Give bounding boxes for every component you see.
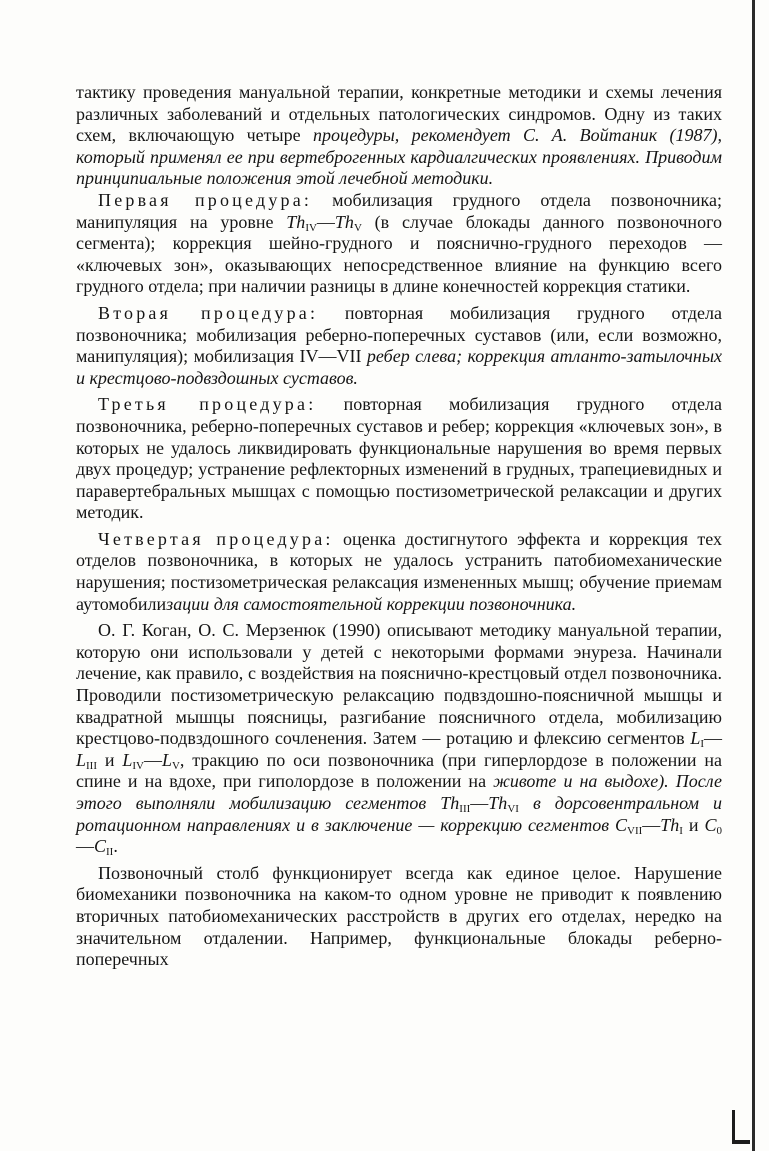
vertebra-c-symbol: C [614, 814, 627, 835]
vertebra-th-symbol: Th [286, 211, 306, 232]
procedure-4-label: Четвертая процедура: [98, 528, 334, 549]
procedure-1-text-a: мобилизация грудного отдела позвоночника; манипуляция на уровне [76, 189, 722, 232]
procedure-2-italic: ребер слева; коррекция атланто-затылочных и крестцово-подвздошных суставов. [76, 346, 723, 388]
vertebra-subscript: I [700, 738, 704, 751]
page-edge-line [752, 0, 755, 1151]
paragraph-1-italic: процедуры, рекомендует С. А. Войтаник (1987), который применял ее при вертеброгенных кардиалгических проявлениях. Приводим принципиальные положения этой лечебной методики. [76, 125, 722, 189]
paragraph-1 [76, 82, 722, 190]
vertebra-subscript: II [106, 846, 114, 859]
vertebra-subscript: I [679, 824, 683, 837]
procedure-3-label: Третья процедура: [98, 394, 317, 415]
body-text [76, 82, 722, 971]
vertebra-th-symbol: Th [660, 814, 680, 835]
paragraph-spine [76, 863, 722, 971]
vertebra-th-symbol: Th [440, 793, 460, 813]
paragraph-procedure-3 [76, 394, 722, 524]
dash: — [704, 728, 722, 749]
page-corner-mark [732, 1110, 750, 1144]
vertebra-l-symbol: L [690, 728, 701, 749]
vertebra-subscript: VI [507, 803, 519, 815]
dash: — [143, 749, 162, 770]
vertebra-th-symbol: Th [334, 211, 354, 232]
vertebra-subscript: V [171, 759, 180, 772]
dash: — [470, 793, 489, 813]
vertebra-subscript: III [86, 759, 98, 772]
vertebra-subscript: V [353, 221, 362, 234]
period: . [113, 836, 118, 857]
vertebra-subscript: 0 [716, 824, 723, 837]
procedure-3-text: повторная мобилизация грудного отдела позвоночника, реберно-поперечных суставов и ребер; коррекция «ключевых зон», в которых не удалось ликвидировать функциональные нарушения во время первых двух процедур; устранение рефлекторных изменений в грудных, трапециевидных и паравертебральных мышцах с помощью постизометрической релаксации и других методик. [76, 394, 722, 523]
paragraph-procedure-4 [76, 529, 722, 615]
spine-text: Позвоночный столб функционирует всегда как единое целое. Нарушение биомеханики позвоночника на каком-то одном уровне не приводит к появлению вторичных патобиомеханических расстройств в других его отделах, нередко на значительном отдалении. Например, функциональные блокады реберно-поперечных [76, 862, 722, 970]
conjunction: и [97, 749, 123, 770]
procedure-1-text-b: (в случае блокады данного позвоночного сегмента); коррекция шейно-грудного и пояснично-грудного переходов — «ключевых зон», оказывающих непосредственное влияние на функцию всего грудного отдела; при наличии разницы в длине конечностей коррекция статики. [76, 211, 723, 297]
kogan-text-b: , тракцию по оси позвоночника (при гиперлордозе в положении на спине и на вдохе, при гиполордозе в положении на [76, 749, 722, 792]
paragraph-kogan [76, 620, 722, 858]
vertebra-subscript: VII [627, 824, 643, 837]
kogan-italic-a: животе и на выдохе). После этого выполняли мобилизацию сегментов [76, 771, 722, 813]
dash: — [642, 814, 661, 835]
vertebra-l-symbol: L [122, 749, 133, 770]
vertebra-subscript: IV [132, 759, 144, 772]
vertebra-th-symbol: Th [488, 793, 508, 813]
vertebra-c-symbol: C [94, 836, 107, 857]
procedure-2-text: повторная мобилизация грудного отдела позвоночника; мобилизация реберно-поперечных суставов (или, если возможно, манипуляция); мобилизация IV—VII [76, 302, 722, 367]
paragraph-1-text: тактику проведения мануальной терапии, конкретные методики и схемы лечения различных заболеваний и отдельных патологических синдромов. Одну из таких схем, включающую четыре [76, 82, 722, 146]
procedure-4-text: оценка достигнутого эффекта и коррекция тех отделов позвоночника, в которых не удалось устранить патобиомеханические нарушения; постизометрическая релаксация измененных мышц; обучение приемам аутомобили [76, 528, 722, 614]
vertebra-l-symbol: L [161, 749, 172, 770]
dash: — [316, 211, 335, 232]
dash: — [76, 836, 94, 857]
procedure-1-label: Первая процедура: [98, 189, 313, 210]
vertebra-c-symbol: C [704, 814, 717, 835]
kogan-text-a: О. Г. Коган, О. С. Мерзенюк (1990) описывают методику мануальной терапии, которую они использовали у детей с некоторыми формами энуреза. Начинали лечение, как правило, с воздействия на пояснично-крестцовый отдел позвоночника. Проводили постизометрическую релаксацию подвздошно-поясничной мышцы и квадратной мышцы поясницы, разгибание поясничного отдела, мобилизацию крестцово-подвздошного сочленения. Затем — ротацию и флексию сегментов [76, 620, 722, 749]
vertebra-subscript: III [459, 803, 471, 815]
kogan-italic-b: в дорсовентральном и ротационном направлениях и в заключение — коррекцию сегментов [76, 793, 722, 835]
vertebra-l-symbol: L [76, 749, 87, 770]
paragraph-procedure-2 [76, 303, 722, 389]
vertebra-subscript: IV [305, 221, 317, 234]
conjunction: и [682, 814, 705, 835]
procedure-2-label: Вторая процедура: [98, 302, 319, 323]
procedure-4-italic: зации для самостоятельной коррекции позвоночника. [166, 593, 577, 614]
paragraph-procedure-1 [76, 190, 722, 298]
